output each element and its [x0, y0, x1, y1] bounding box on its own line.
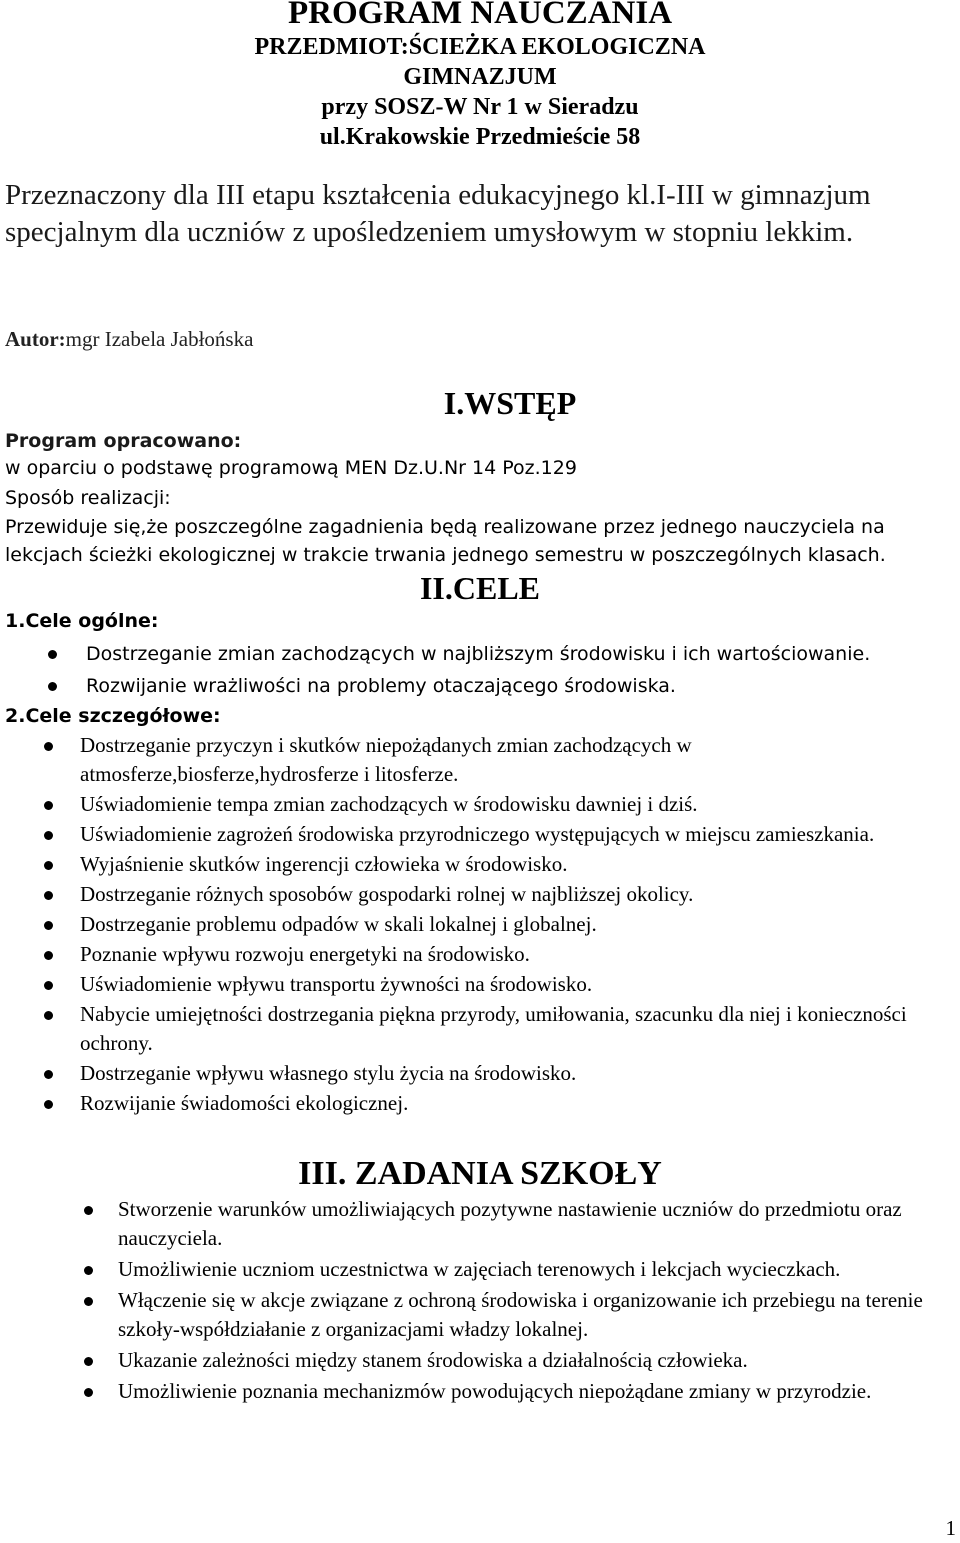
- bullet-icon: [44, 742, 53, 751]
- bullet-icon: [44, 1100, 53, 1109]
- school-tasks-list: [84, 1195, 954, 1406]
- author-label: Autor:: [5, 327, 66, 351]
- list-item: Uświadomienie wpływu transportu żywności na środowisko.: [44, 970, 949, 999]
- detailed-goals-list: [44, 731, 949, 1118]
- bullet-icon: [44, 861, 53, 870]
- list-item: Rozwijanie wrażliwości na problemy otaczającego środowiska.: [48, 671, 948, 701]
- prepared-text: w oparciu o podstawę programową MEN Dz.U.Nr 14 Poz.129: [5, 457, 577, 479]
- list-item: Dostrzeganie różnych sposobów gospodarki rolnej w najbliższej okolicy.: [44, 880, 949, 909]
- prepared-label: Program opracowano:: [5, 430, 242, 452]
- bullet-icon: [48, 650, 57, 659]
- list-item: Dostrzeganie wpływu własnego stylu życia na środowisko.: [44, 1059, 949, 1088]
- bullet-icon: [84, 1266, 93, 1275]
- list-item: Stworzenie warunków umożliwiających pozytywne nastawienie uczniów do przedmiotu oraz nauczyciela.: [84, 1195, 954, 1253]
- list-item: Włączenie się w akcje związane z ochroną środowiska i organizowanie ich przebiegu na terenie szkoły-współdziałanie z organizacjami władzy lokalnej.: [84, 1286, 954, 1344]
- bullet-icon: [84, 1206, 93, 1215]
- bullet-icon: [44, 891, 53, 900]
- method-label: Sposób realizacji:: [5, 487, 171, 509]
- intro-paragraph: Przeznaczony dla III etapu kształcenia edukacyjnego kl.I-III w gimnazjum specjalnym dla uczniów z upośledzeniem umysłowym w stopniu lekkim.: [5, 179, 871, 248]
- list-item: Rozwijanie świadomości ekologicznej.: [44, 1089, 949, 1118]
- bullet-icon: [44, 831, 53, 840]
- list-item: Uświadomienie zagrożeń środowiska przyrodniczego występujących w miejscu zamieszkania.: [44, 820, 949, 849]
- list-item: Umożliwienie uczniom uczestnictwa w zajęciach terenowych i lekcjach wycieczkach.: [84, 1255, 954, 1284]
- bullet-icon: [84, 1297, 93, 1306]
- bullet-icon: [44, 801, 53, 810]
- general-goals-label: 1.Cele ogólne:: [5, 610, 159, 632]
- bullet-icon: [44, 981, 53, 990]
- list-item: Nabycie umiejętności dostrzegania piękna przyrody, umiłowania, szacunku dla niej i konieczności ochrony.: [44, 1000, 949, 1058]
- list-item: Wyjaśnienie skutków ingerencji człowieka w środowisko.: [44, 850, 949, 879]
- list-item: Poznanie wpływu rozwoju energetyki na środowisko.: [44, 940, 949, 969]
- school-address-line: ul.Krakowskie Przedmieście 58: [319, 124, 641, 150]
- section-heading-goals: II.CELE: [419, 570, 541, 606]
- document-title: PROGRAM NAUCZANIA: [287, 0, 673, 31]
- list-item: Dostrzeganie przyczyn i skutków niepożądanych zmian zachodzących w atmosferze,biosferze,hydrosferze i litosferze.: [44, 731, 949, 789]
- author-line: [5, 325, 253, 353]
- list-item: Dostrzeganie problemu odpadów w skali lokalnej i globalnej.: [44, 910, 949, 939]
- section-heading-school-tasks: III. ZADANIA SZKOŁY: [298, 1155, 662, 1192]
- bullet-icon: [44, 1011, 53, 1020]
- list-item: Ukazanie zależności między stanem środowiska a działalnością człowieka.: [84, 1346, 954, 1375]
- school-type-line: GIMNAZJUM: [403, 64, 557, 90]
- list-item: Uświadomienie tempa zmian zachodzących w środowisku dawniej i dziś.: [44, 790, 949, 819]
- bullet-icon: [84, 1388, 93, 1397]
- list-item: Dostrzeganie zmian zachodzących w najbliższym środowisku i ich wartościowanie.: [48, 639, 948, 669]
- method-text: Przewiduje się,że poszczególne zagadnienia będą realizowane przez jednego nauczyciela na lekcjach ścieżki ekologicznej w trakcie trwania jednego semestru w poszczególnych klasach.: [5, 516, 886, 566]
- bullet-icon: [44, 951, 53, 960]
- bullet-icon: [48, 682, 57, 691]
- author-name: mgr Izabela Jabłońska: [65, 327, 254, 351]
- subject-line: PRZEDMIOT:ŚCIEŻKA EKOLOGICZNA: [254, 34, 706, 60]
- section-heading-introduction: I.WSTĘP: [443, 385, 577, 421]
- detailed-goals-label: 2.Cele szczegółowe:: [5, 705, 221, 727]
- bullet-icon: [44, 1070, 53, 1079]
- list-item: Umożliwienie poznania mechanizmów powodujących niepożądane zmiany w przyrodzie.: [84, 1377, 954, 1406]
- bullet-icon: [44, 921, 53, 930]
- school-name-line: przy SOSZ-W Nr 1 w Sieradzu: [321, 94, 639, 120]
- bullet-icon: [84, 1357, 93, 1366]
- page-number: 1: [945, 1516, 956, 1540]
- general-goals-list: [48, 639, 948, 701]
